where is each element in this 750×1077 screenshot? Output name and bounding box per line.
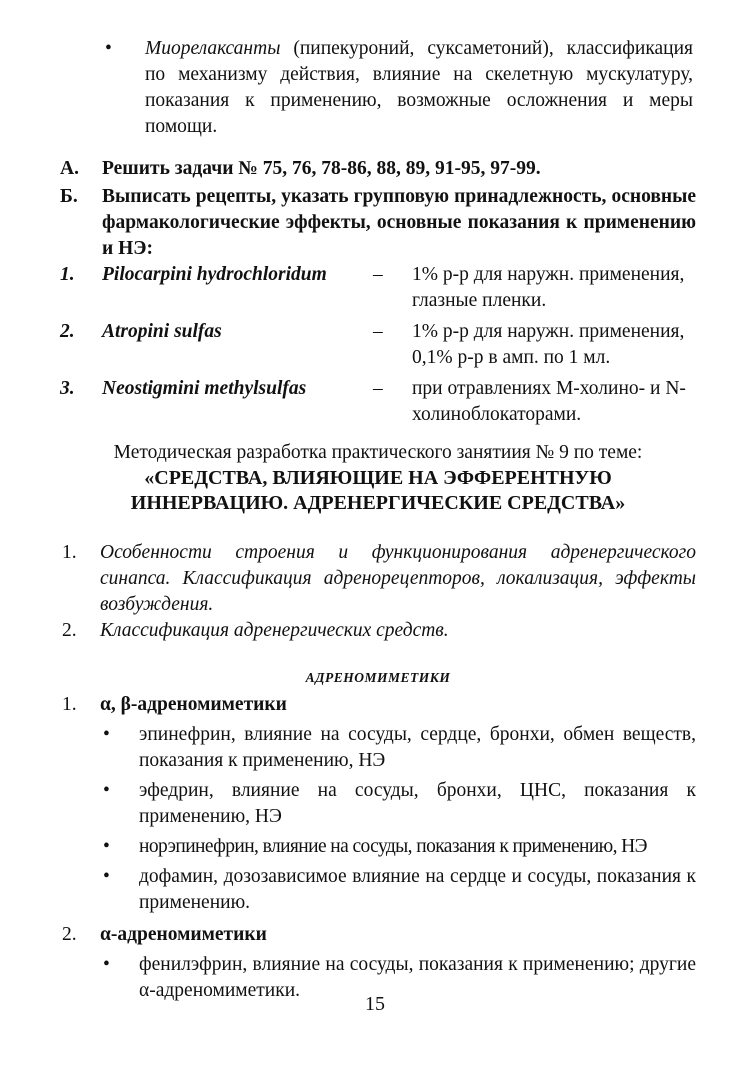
bullet-marker: • xyxy=(103,836,110,857)
drug-name: Pilocarpini hydrochloridum xyxy=(102,264,327,285)
drug-item xyxy=(60,834,700,860)
drug-item-text: эпинефрин, влияние на сосуды, сердце, бронхи, обмен веществ, показания к применению, НЭ xyxy=(139,724,696,771)
group-heading xyxy=(60,692,700,718)
question-text: Классификация адренергических средств. xyxy=(100,620,449,641)
prescription-number: 1. xyxy=(60,264,75,285)
method-intro: Методическая разработка практического занятиия № 9 по теме: xyxy=(113,442,643,463)
drug-name: Atropini sulfas xyxy=(102,321,222,342)
prescription-number: 3. xyxy=(60,378,75,399)
prescription-number: 2. xyxy=(60,321,75,342)
task-text: Решить задачи № 75, 76, 78-86, 88, 89, 91-95, 97-99. xyxy=(102,158,541,179)
task-label: А. xyxy=(60,158,79,179)
bullet-marker: • xyxy=(103,780,110,801)
task-label: Б. xyxy=(60,186,78,207)
drug-item-text: фенилэфрин, влияние на сосуды, показания к применению; другие α-адреномиметики. xyxy=(139,954,696,1001)
drug-item-text: эфедрин, влияние на сосуды, бронхи, ЦНС, показания к применению, НЭ xyxy=(139,780,696,827)
bullet-marker: • xyxy=(103,954,110,975)
drug-item xyxy=(60,864,700,916)
drug-item-text: дофамин, дозозависимое влияние на сердце и сосуды, показания к применению. xyxy=(139,866,696,913)
group-heading xyxy=(60,922,700,948)
question-number: 2. xyxy=(62,620,77,641)
prescription-row xyxy=(60,319,700,376)
group-number: 2. xyxy=(62,924,77,945)
drug-item xyxy=(60,722,700,774)
prescriptions-list xyxy=(60,262,700,433)
classification-list xyxy=(60,692,700,1004)
bullet-marker: • xyxy=(103,724,110,745)
drug-item xyxy=(60,778,700,830)
section-title: АДРЕНОМИМЕТИКИ xyxy=(305,670,451,685)
drug-form: 1% р-р для наружн. применения, 0,1% р-р в амп. по 1 мл. xyxy=(412,321,685,368)
question-item xyxy=(60,540,696,618)
bullet-marker: • xyxy=(103,866,110,887)
bullet-marker: • xyxy=(105,38,112,59)
page-number: 15 xyxy=(365,993,385,1015)
question-text: Особенности строения и функционирования адренергического синапса. Классификация адренорецепторов, локализация, эффекты возбуждения. xyxy=(100,542,696,615)
dash: – xyxy=(373,378,383,399)
drug-item-text: норэпинефрин, влияние на сосуды, показания к применению, НЭ xyxy=(139,836,647,857)
prescription-row xyxy=(60,262,700,319)
method-title-line: ИННЕРВАЦИЮ. АДРЕНЕРГИЧЕСКИЕ СРЕДСТВА» xyxy=(130,492,626,514)
bullet-term: Миорелаксанты xyxy=(145,38,281,59)
method-title-line: «СРЕДСТВА, ВЛИЯЮЩИЕ НА ЭФФЕРЕНТНУЮ xyxy=(144,467,612,489)
group-title: α-адреномиметики xyxy=(100,924,267,945)
dash: – xyxy=(373,321,383,342)
prescription-row xyxy=(60,376,700,433)
question-number: 1. xyxy=(62,542,77,563)
dash: – xyxy=(373,264,383,285)
drug-form: при отравлениях М-холино- и N-холиноблокаторами. xyxy=(412,378,686,425)
drug-name: Neostigmini methylsulfas xyxy=(102,378,307,399)
questions-list xyxy=(60,540,696,644)
tasks-list xyxy=(60,156,696,262)
group-title: α, β-адреномиметики xyxy=(100,694,287,715)
bullet-text: (пипекуроний, суксаметоний), классификация по механизму действия, влияние на скелетную мускулатуру, показания к применению, возможные осложнения и меры помощи. xyxy=(145,38,693,137)
drug-form: 1% р-р для наружн. применения, глазные пленки. xyxy=(412,264,685,311)
method-heading xyxy=(60,440,696,516)
question-item xyxy=(60,618,696,644)
task-item xyxy=(60,156,696,182)
task-text: Выписать рецепты, указать групповую принадлежность, основные фармакологические эффекты, основные показания к применению и НЭ: xyxy=(102,186,696,259)
task-item xyxy=(60,184,696,262)
group-number: 1. xyxy=(62,694,77,715)
